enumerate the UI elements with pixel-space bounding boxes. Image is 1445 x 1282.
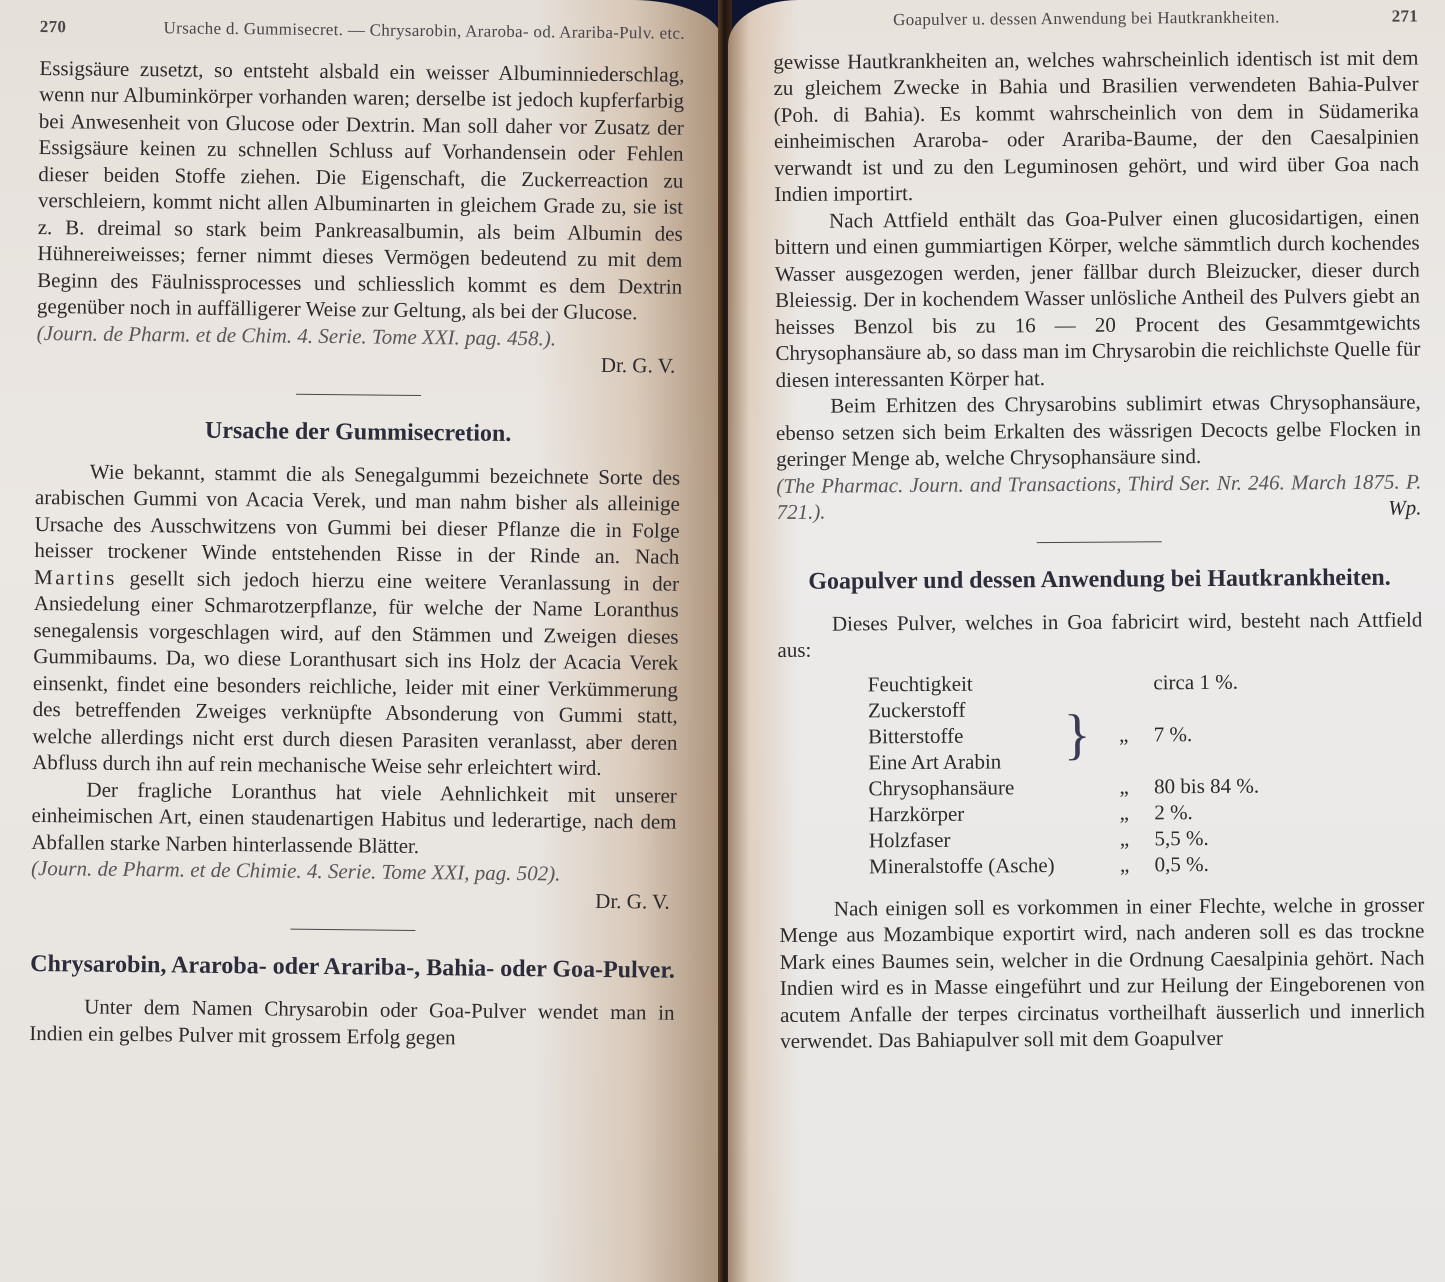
brace-cell (1064, 799, 1104, 825)
component-name: Zuckerstoff (867, 697, 966, 722)
component-amount: circa 1 %. (1153, 669, 1238, 694)
component-name: Chrysophansäure (868, 774, 1015, 800)
signature: Dr. G. V. (595, 888, 670, 914)
body-paragraph: Unter dem Namen Chrysarobin oder Goa-Pulver wendet man in Indien ein gelbes Pulver mit grossem Erfolg gegen (29, 994, 675, 1049)
table-row (868, 668, 1269, 697)
component-amount: 0,5 %. (1154, 851, 1209, 876)
section-heading: Goapulver und dessen Anwendung bei Hautkrankheiten. (808, 564, 1391, 595)
ditto-mark (1103, 669, 1153, 695)
page-number: 270 (39, 16, 67, 37)
section-divider (1037, 541, 1162, 543)
citation-line (776, 468, 1421, 526)
table-row (868, 720, 1269, 749)
table-row (869, 824, 1270, 853)
component-name: Feuchtigkeit (867, 671, 973, 696)
ditto-mark: „ (1118, 722, 1129, 747)
component-name: Bitterstoffe (867, 723, 964, 748)
continuation-paragraph: Essigsäure zusetzt, so entsteht alsbald ein weisser Albuminniederschlag, wenn nur Albuminkörper vorhanden waren; derselbe ist jedoch kupferfarbig bei Anwesenheit von Glucose oder Dextrin. Man soll daher vor Zusatz der Essigsäure keinen zu schnellen Schluss auf Vorhandensein oder Fehlen dieser beiden Stoffe ziehen. Die Eigenschaft, die Zuckerreaction zu verschleiern, kommt nicht allen Albuminarten in gleichem Grade zu, sie ist z. B. dreimal so stark beim Pankreasalbumin, als beim Albumin des Hühnereiweisses; ferner nimmt dieses Vermögen bedeutend zu mit dem Beginn des Fäulnissprocesses und schliesslich kommt es dem Dextrin gegenüber noch in auffälligerer Weise zur Geltung, als bei der Glucose. (36, 55, 685, 325)
left-running-head (40, 14, 685, 47)
ditto-mark: „ (1119, 826, 1130, 851)
table-row (869, 850, 1270, 879)
signature: Dr. G. V. (600, 352, 676, 378)
citation: (Journ. de Pharm. et de Chim. 4. Serie. Tome XXI. pag. 458.). (36, 320, 557, 350)
body-paragraph (32, 457, 680, 782)
composition-table (868, 668, 1270, 879)
body-paragraph: Nach Attfield enthält das Goa-Pulver einen glucosidartigen, einen bittern und einen gummiartigen Körper, welche sämmtlich durch kochendes Wasser ausgezogen werden, jener fällbar durch Bleizucker, dieser durch Bleiessig. Der in kochendem Wasser unlösliche Antheil des Pulvers giebt an heisses Benzol bis zu 16 — 20 Procent des Gesammtgewichts Chrysophansäure ab, so dass man im Chrysarobin die reichlichste Quelle für diesen interessanten Körper hat. (774, 203, 1421, 392)
component-name: Harzkörper (868, 801, 965, 826)
text-run: Wie bekannt, stammt die als Senegalgummi bezeichnete Sorte des arabischen Gummi von Acacia Verek, und man nahm bisher als alleinige Ursache des Ausschwitzens von Gummi bei dieser Pflanze die in Folge heisser trockener Winde entstehenden Risse in der Rinde an. Nach (34, 459, 681, 569)
body-paragraph: Der fragliche Loranthus hat viele Aehnlichkeit mit unserer einheimischen Art, einen staudenartigen Habitus und lederartige, nach dem Abfallen starke Narben hinterlassende Blätter. (31, 777, 677, 858)
body-paragraph: Beim Erhitzen des Chrysarobins sublimirt etwas Chrysophansäure, ebenso setzen sich beim Erkalten des wässrigen Decocts gelbe Flocken in geringer Menge ab, welche Chrysophansäure sind. (775, 389, 1422, 471)
continuation-paragraph: gewisse Hautkrankheiten an, welches wahrscheinlich identisch ist mit dem zu gleichem Zwecke in Bahia und Brasilien verwendeten Bahia-Pulver (Poh. di Bahia). Es kommt wahrscheinlich von dem in Südamerika einheimischen Araroba- oder Arariba-Baume, der den Caesalpinien verwandt ist und zu den Leguminosen gehört, und wird über Goa nach Indien importirt. (773, 44, 1420, 206)
component-name: Holzfaser (868, 827, 951, 852)
signature: Wp. (1388, 495, 1422, 520)
table-row (868, 694, 1269, 723)
brace-cell (1064, 773, 1104, 799)
component-amount: 7 %. (1153, 721, 1193, 746)
table-row (868, 746, 1269, 775)
section-heading: Ursache der Gummisecretion. (204, 417, 512, 447)
brace-cell (1064, 721, 1104, 747)
ditto-mark (1103, 695, 1153, 721)
text-run: gesellt sich jedoch hierzu eine weitere Veranlassung in der Ansiedelung einer Schmarotzerpflanze, für welche der Name Loranthus senegalensis vorgeschlagen wird, auf den Stämmen und Zweigen dieses Gummibaums. Da, wo diese Loranthusart sich ins Holz der Acacia Verek einsenkt, findet eine besonders reichliche, leider mit einer Verkümmerung des betreffenden Zweiges verknüpfte Absonderung von Gummi statt, welche allerdings nicht erst durch diesen Parasiten veranlasst, aber deren Abfluss durch ihn auf rein mechanische Weise sehr erleichtert wird. (32, 565, 680, 780)
running-head-title: Ursache d. Gummisecret. — Chrysarobin, Araroba- od. Arariba-Pulv. etc. (163, 18, 685, 43)
body-paragraph: Nach einigen soll es vorkommen in einer Flechte, welche in grosser Menge aus Mozambique exportirt wird, nach anderen soll es das trockne Mark eines Baumes sein, welcher in die Ordnung Caesalpinia gehört. Nach Indien wird es in Masse eingeführt und zur Heilung der Eingeborenen von acutem Anfalle der terpes circinatus vortheilhaft äusserlich und innerlich verwendet. Das Bahiapulver soll mit dem Goapulver (779, 891, 1426, 1053)
section-divider (290, 929, 415, 931)
brace-cell (1064, 747, 1104, 773)
left-page-content (29, 14, 685, 1053)
component-amount: 5,5 %. (1154, 825, 1209, 850)
left-page (0, 0, 722, 1282)
running-head-title: Goapulver u. dessen Anwendung bei Hautkrankheiten. (893, 7, 1280, 30)
ditto-mark: „ (1119, 774, 1129, 799)
component-amount: 80 bis 84 %. (1153, 773, 1260, 798)
citation: (Journ. de Pharm. et de Chimie. 4. Serie. Tome XXI, pag. 502). (30, 855, 561, 886)
right-page (728, 0, 1445, 1282)
component-name: Eine Art Arabin (868, 748, 1002, 774)
brace-cell (1063, 669, 1103, 695)
component-amount (1154, 746, 1269, 773)
ditto-mark: „ (1119, 800, 1130, 825)
author-name: Martins (33, 564, 118, 590)
section-divider (296, 393, 421, 395)
component-name: Mineralstoffe (Asche) (868, 852, 1055, 878)
curly-brace-icon: } (1063, 703, 1091, 766)
table-row (869, 798, 1270, 827)
brace-cell (1065, 851, 1105, 877)
table-row (868, 772, 1269, 801)
body-paragraph: Dieses Pulver, welches in Goa fabricirt wird, besteht nach Attfield aus: (777, 606, 1423, 662)
page-number: 271 (1391, 6, 1419, 26)
component-amount: 2 %. (1154, 799, 1193, 824)
section-heading: Chrysarobin, Araroba- oder Arariba-, Bahia- oder Goa-Pulver. (30, 950, 675, 984)
right-running-head (773, 3, 1418, 34)
component-amount (1153, 694, 1268, 721)
brace-cell (1063, 695, 1103, 766)
ditto-mark: „ (1119, 852, 1130, 877)
right-page-content (773, 3, 1425, 1054)
brace-cell (1064, 825, 1104, 851)
citation: (The Pharmac. Journ. and Transactions, Third Ser. Nr. 246. March 1875. P. 721.). (776, 468, 1422, 524)
ditto-mark (1104, 747, 1154, 773)
